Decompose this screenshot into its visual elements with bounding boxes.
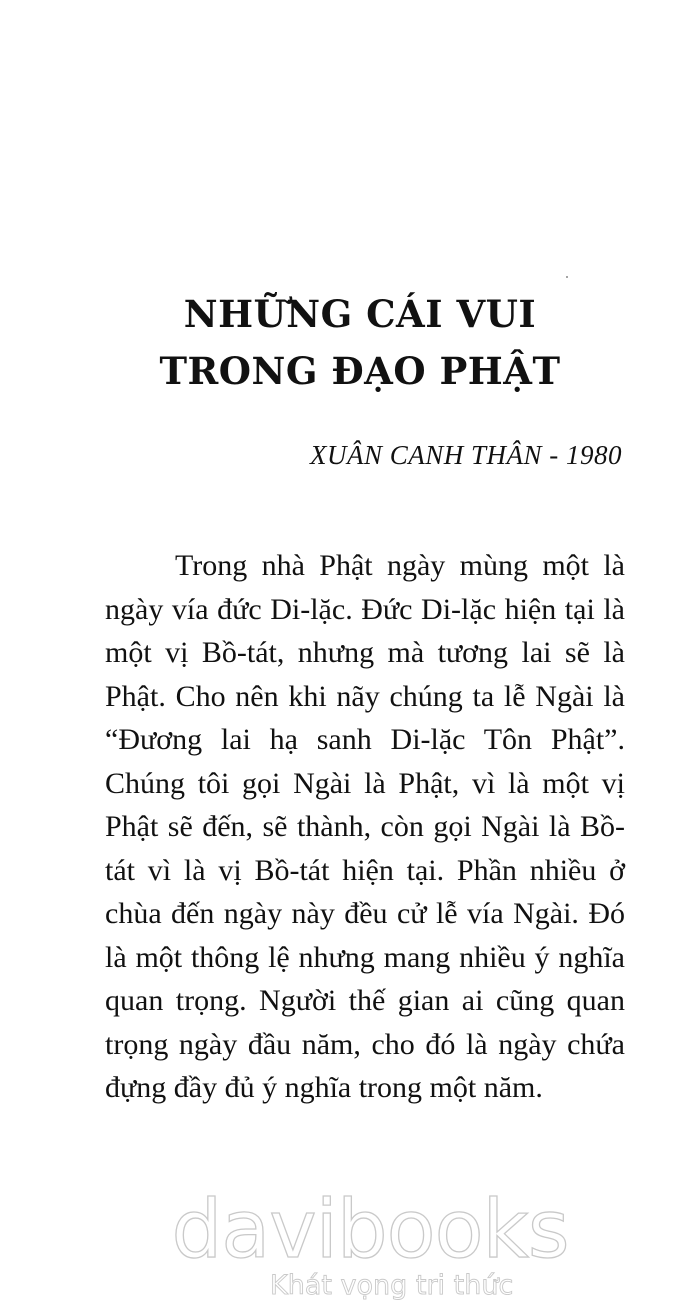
dateline: XUÂN CANH THÂN - 1980 [309, 440, 622, 470]
chapter-title-line-2: TRONG ĐẠO PHẬT [159, 349, 561, 393]
watermark-brand: davibooks [171, 1183, 569, 1276]
watermark [160, 1183, 580, 1301]
watermark-slogan: Khát vọng tri thức [270, 1270, 514, 1301]
chapter-title-line-1: NHỮNG CÁI VUI [183, 292, 537, 336]
print-speck [566, 276, 568, 278]
body-paragraph: Trong nhà Phật ngày mùng một là ngày vía đức Di-lặc. Đức Di-lặc hiện tại là một vị Bồ-tát, nhưng mà tương lai sẽ là Phật. Cho nên khi nãy chúng ta lễ Ngài là “Đương lai hạ sanh Di-lặc Tôn Phật”. Chúng tôi gọi Ngài là Phật, vì là một vị Phật sẽ đến, sẽ thành, còn gọi Ngài là Bồ-tát vì là vị Bồ-tát hiện tại. Phần nhiều ở chùa đến ngày này đều cử lễ vía Ngài. Đó là một thông lệ nhưng mang nhiều ý nghĩa quan trọng. Người thế gian ai cũng quan trọng ngày đầu năm, cho đó là ngày chứa đựng đầy đủ ý nghĩa trong một năm. [105, 549, 625, 1104]
